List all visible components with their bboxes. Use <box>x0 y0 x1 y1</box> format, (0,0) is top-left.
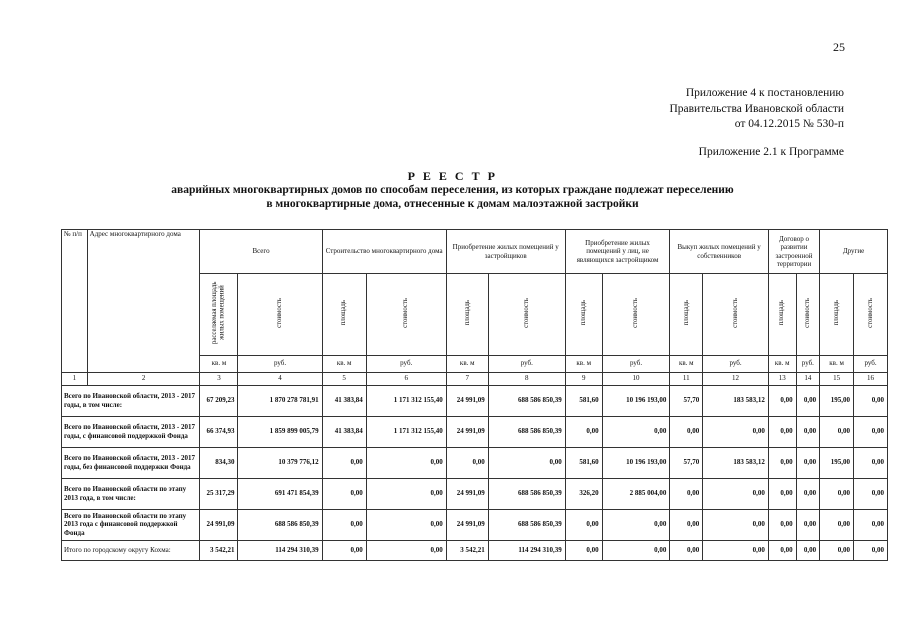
cell-value: 0,00 <box>796 509 820 540</box>
cell-value: 0,00 <box>796 540 820 560</box>
cell-value: 3 542,21 <box>200 540 238 560</box>
cell-value: 0,00 <box>565 416 602 447</box>
cell-value: 0,00 <box>703 416 769 447</box>
cell-value: 0,00 <box>366 447 446 478</box>
header-other: Другие <box>820 230 888 274</box>
cell-value: 0,00 <box>602 416 670 447</box>
unit-rub: руб. <box>238 355 322 372</box>
cell-value: 0,00 <box>854 478 888 509</box>
title-line-1: аварийных многоквартирных домов по способам переселения, из которых граждане подлежат переселению <box>171 184 734 196</box>
cell-value: 2 885 004,00 <box>602 478 670 509</box>
table-row <box>62 385 888 416</box>
header-total: Всего <box>200 230 322 274</box>
cell-value: 0,00 <box>796 447 820 478</box>
col-number: 8 <box>488 372 565 385</box>
registry-table <box>61 229 888 561</box>
cell-value: 834,30 <box>200 447 238 478</box>
cell-value: 0,00 <box>670 416 703 447</box>
subheader-cost: стоимость <box>366 274 446 356</box>
cell-value: 0,00 <box>366 478 446 509</box>
cell-value: 688 586 850,39 <box>488 509 565 540</box>
unit-area: кв. м <box>768 355 796 372</box>
cell-value: 57,70 <box>670 447 703 478</box>
row-label: Всего по Ивановской области по этапу 2013 года с финансовой поддержкой Фонда <box>62 509 200 540</box>
cell-value: 0,00 <box>703 478 769 509</box>
unit-rub: руб. <box>854 355 888 372</box>
unit-rub: руб. <box>796 355 820 372</box>
unit-area: кв. м <box>565 355 602 372</box>
col-number: 3 <box>200 372 238 385</box>
cell-value: 57,70 <box>670 385 703 416</box>
col-number: 4 <box>238 372 322 385</box>
unit-rub: руб. <box>488 355 565 372</box>
cell-value: 581,60 <box>565 385 602 416</box>
col-number: 5 <box>322 372 366 385</box>
cell-value: 195,00 <box>820 385 854 416</box>
subheader-area: площадь <box>768 274 796 356</box>
table-row <box>62 447 888 478</box>
col-number: 7 <box>446 372 488 385</box>
header-purchase-developers: Приобретение жилых помещений у застройщиков <box>446 230 565 274</box>
col-number: 6 <box>366 372 446 385</box>
subheader-area: площадь <box>322 274 366 356</box>
header-construction: Строительство многоквартирного дома <box>322 230 446 274</box>
cell-value: 0,00 <box>796 385 820 416</box>
cell-value: 0,00 <box>322 478 366 509</box>
cell-value: 688 586 850,39 <box>238 509 322 540</box>
appendix-line-1: Приложение 4 к постановлению <box>685 87 844 99</box>
cell-value: 0,00 <box>366 540 446 560</box>
cell-value: 326,20 <box>565 478 602 509</box>
cell-value: 688 586 850,39 <box>488 478 565 509</box>
cell-value: 1 859 899 005,79 <box>238 416 322 447</box>
cell-value: 114 294 310,39 <box>488 540 565 560</box>
cell-value: 0,00 <box>602 509 670 540</box>
subheader-cost: стоимость <box>488 274 565 356</box>
col-number: 1 <box>62 372 88 385</box>
col-number: 2 <box>87 372 200 385</box>
cell-value: 0,00 <box>820 478 854 509</box>
cell-value: 0,00 <box>854 540 888 560</box>
cell-value: 195,00 <box>820 447 854 478</box>
cell-value: 24 991,09 <box>446 478 488 509</box>
cell-value: 0,00 <box>703 540 769 560</box>
cell-value: 0,00 <box>768 478 796 509</box>
cell-value: 24 991,09 <box>446 385 488 416</box>
cell-value: 0,00 <box>602 540 670 560</box>
program-appendix: Приложение 2.1 к Программе <box>698 146 844 158</box>
col-number: 15 <box>820 372 854 385</box>
document-title <box>0 169 905 211</box>
unit-area: кв. м <box>670 355 703 372</box>
subheader-area: площадь <box>446 274 488 356</box>
cell-value: 183 583,12 <box>703 385 769 416</box>
cell-value: 0,00 <box>854 385 888 416</box>
unit-area: кв. м <box>200 355 238 372</box>
cell-value: 10 196 193,00 <box>602 385 670 416</box>
cell-value: 691 471 854,39 <box>238 478 322 509</box>
cell-value: 66 374,93 <box>200 416 238 447</box>
header-row-groups <box>62 230 888 274</box>
header-buyout: Выкуп жилых помещений у собственников <box>670 230 769 274</box>
header-purchase-non-developers: Приобретение жилых помещений у лиц, не являющихся застройщиком <box>565 230 670 274</box>
cell-value: 0,00 <box>820 509 854 540</box>
subheader-area: площадь <box>820 274 854 356</box>
cell-value: 0,00 <box>820 416 854 447</box>
cell-value: 114 294 310,39 <box>238 540 322 560</box>
subheader-cost: стоимость <box>854 274 888 356</box>
cell-value: 1 870 278 781,91 <box>238 385 322 416</box>
subheader-area: площадь <box>670 274 703 356</box>
appendix-line-2: Правительства Ивановской области <box>669 102 844 115</box>
cell-value: 0,00 <box>796 478 820 509</box>
cell-value: 0,00 <box>768 540 796 560</box>
cell-value: 0,00 <box>322 447 366 478</box>
cell-value: 0,00 <box>446 447 488 478</box>
cell-value: 0,00 <box>768 416 796 447</box>
subheader-area: площадь <box>565 274 602 356</box>
col-number: 11 <box>670 372 703 385</box>
cell-value: 0,00 <box>565 509 602 540</box>
cell-value: 3 542,21 <box>446 540 488 560</box>
subheader-cost: стоимость <box>703 274 769 356</box>
cell-value: 24 991,09 <box>200 509 238 540</box>
row-label: Всего по Ивановской области, 2013 - 2017 годы, в том числе: <box>62 385 200 416</box>
cell-value: 10 379 776,12 <box>238 447 322 478</box>
row-label: Всего по Ивановской области, 2013 - 2017 годы, с финансовой поддержкой Фонда <box>62 416 200 447</box>
cell-value: 0,00 <box>670 509 703 540</box>
cell-value: 1 171 312 155,40 <box>366 416 446 447</box>
cell-value: 0,00 <box>796 416 820 447</box>
row-label: Всего по Ивановской области по этапу 2013 года, в том числе: <box>62 478 200 509</box>
cell-value: 0,00 <box>854 447 888 478</box>
appendix-line-3: от 04.12.2015 № 530-п <box>734 118 844 130</box>
subheader-cost: стоимость <box>796 274 820 356</box>
row-label: Всего по Ивановской области, 2013 - 2017 годы, без финансовой поддержки Фонда <box>62 447 200 478</box>
title-line-2: в многоквартирные дома, отнесенные к домам малоэтажной застройки <box>266 198 639 210</box>
cell-value: 0,00 <box>322 509 366 540</box>
unit-rub: руб. <box>703 355 769 372</box>
header-address: Адрес многоквартирного дома <box>87 230 200 373</box>
page-number: 25 <box>833 40 845 54</box>
header-num: № п/п <box>62 230 88 373</box>
subheader-cost: стоимость <box>602 274 670 356</box>
cell-value: 10 196 193,00 <box>602 447 670 478</box>
subheader-cost: стоимость <box>238 274 322 356</box>
appendix-resolution-block <box>669 86 844 133</box>
cell-value: 1 171 312 155,40 <box>366 385 446 416</box>
cell-value: 0,00 <box>768 447 796 478</box>
row-label: Итого по городскому округу Кохма: <box>62 540 200 560</box>
cell-value: 41 383,84 <box>322 385 366 416</box>
unit-rub: руб. <box>366 355 446 372</box>
cell-value: 0,00 <box>768 509 796 540</box>
unit-rub: руб. <box>602 355 670 372</box>
cell-value: 41 383,84 <box>322 416 366 447</box>
cell-value: 24 991,09 <box>446 416 488 447</box>
col-number: 13 <box>768 372 796 385</box>
col-number: 9 <box>565 372 602 385</box>
cell-value: 25 317,29 <box>200 478 238 509</box>
cell-value: 0,00 <box>703 509 769 540</box>
unit-area: кв. м <box>446 355 488 372</box>
cell-value: 581,60 <box>565 447 602 478</box>
column-number-row <box>62 372 888 385</box>
cell-value: 0,00 <box>670 478 703 509</box>
cell-value: 0,00 <box>488 447 565 478</box>
table-row <box>62 478 888 509</box>
cell-value: 0,00 <box>768 385 796 416</box>
table-row <box>62 509 888 540</box>
cell-value: 0,00 <box>670 540 703 560</box>
col-number: 10 <box>602 372 670 385</box>
cell-value: 0,00 <box>565 540 602 560</box>
table-row <box>62 540 888 560</box>
col-number: 16 <box>854 372 888 385</box>
table-row <box>62 416 888 447</box>
cell-value: 0,00 <box>820 540 854 560</box>
unit-area: кв. м <box>820 355 854 372</box>
header-contract: Договор о развитии застроенной территории <box>768 230 819 274</box>
title-word: Р Е Е С Т Р <box>407 169 498 183</box>
subheader-area-settled: расселяемая площадь жилых помещений <box>200 274 238 356</box>
cell-value: 0,00 <box>322 540 366 560</box>
cell-value: 688 586 850,39 <box>488 416 565 447</box>
col-number: 12 <box>703 372 769 385</box>
cell-value: 67 209,23 <box>200 385 238 416</box>
cell-value: 0,00 <box>854 509 888 540</box>
unit-area: кв. м <box>322 355 366 372</box>
cell-value: 183 583,12 <box>703 447 769 478</box>
cell-value: 0,00 <box>854 416 888 447</box>
cell-value: 688 586 850,39 <box>488 385 565 416</box>
cell-value: 0,00 <box>366 509 446 540</box>
col-number: 14 <box>796 372 820 385</box>
cell-value: 24 991,09 <box>446 509 488 540</box>
